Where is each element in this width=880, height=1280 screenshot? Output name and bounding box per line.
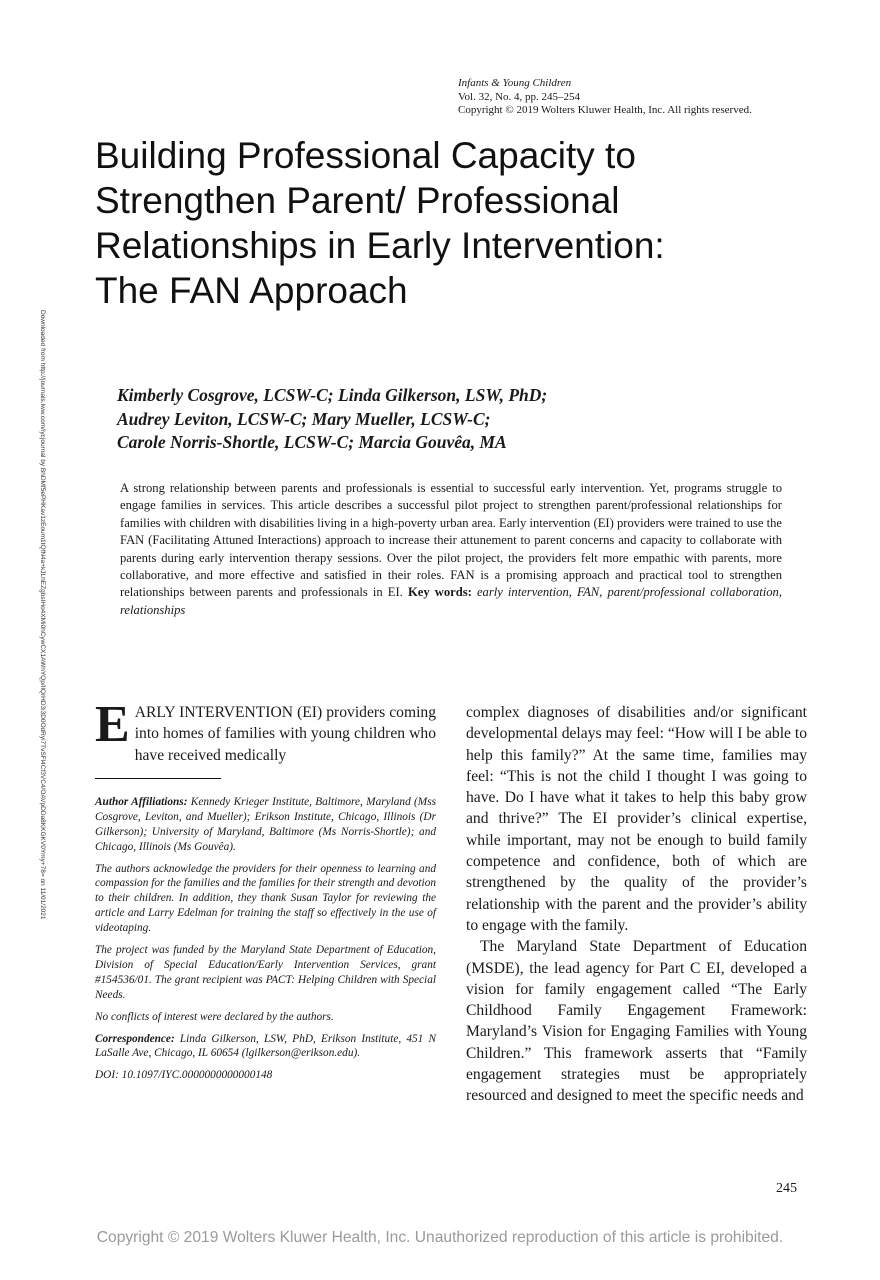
correspondence-label: Correspondence: [95,1032,175,1045]
download-watermark [35,310,47,1130]
download-note: Downloaded from http://journals.lww.com/iycjournal by BhDMf5ePHKav1zEoum1tQfN4a+kJLhEZgbsIHo4XMi0hCywCX1AWnYQp/IlQrHD3i3D0OdRyi7TvSFl4Cf3VC4/OAVpDDa8KKGKV0Ymy+78= on 11/01/2021 [39,310,46,920]
keywords-label: Key words: [407,585,472,600]
correspondence [95,1032,436,1062]
doi: DOI: 10.1097/IYC.0000000000000148 [95,1069,273,1082]
author-line: Kimberly Cosgrove, LCSW-C; Linda Gilkerson, LSW, PhD; [117,385,548,405]
copyright-footer: Copyright © 2019 Wolters Kluwer Health, Inc. Unauthorized reproduction of this article is prohibited. [96,1229,784,1246]
keywords: early intervention, FAN, parent/professional collaboration, relationships [120,585,782,617]
body-paragraph: The Maryland State Department of Education (MSDE), the lead agency for Part C EI, developed a vision for family engagement called “The Early Childhood Family Engagement Framework: Maryland’s Vision for Engaging Families with Young Children.” This framework asserts that “Family engagement strategies must be appropriately resourced and designed to meet the specific needs and [466,938,807,1105]
right-column [466,702,807,1107]
author-list [117,384,797,455]
funding-note: The project was funded by the Maryland State Department of Education, Division of Special Education/Early Intervention Services, grant #154536/01. The grant recipient was PACT: Helping Children with Special Needs. [95,944,436,1001]
journal-copyright: Copyright © 2019 Wolters Kluwer Health, Inc. All rights reserved. [458,104,752,116]
footnote-divider [95,778,221,779]
acknowledgments: The authors acknowledge the providers for their openness to learning and compassion for the families and the families for their strength and devotion to their children. In addition, they thank Susan Taylor for reviewing the article and Larry Edelman for training the staff so effectively in the use of videotaping. [95,862,436,935]
intro-text: ARLY INTERVENTION (EI) providers coming into homes of families with young children who have received medically [134,704,436,764]
journal-header [458,77,752,118]
journal-volume: Vol. 32, No. 4, pp. 245–254 [458,90,581,103]
correspondence-text: Linda Gilkerson, LSW, PhD, Erikson Institute, 451 N LaSalle Ave, Chicago, IL 60654 (lgilkerson@erikson.edu). [95,1032,436,1060]
drop-cap: E [95,696,130,753]
author-line: Audrey Leviton, LCSW-C; Mary Mueller, LCSW-C; [117,408,491,429]
affiliations-text: Kennedy Krieger Institute, Baltimore, Maryland (Mss Cosgrove, Leviton, and Mueller); Erikson Institute, Chicago, Illinois (Dr Gilkerson); University of Maryland, Baltimore (Ms Norris-Shortle); and Chicago, Illinois (Ms Gouvêa). [95,795,436,853]
author-line: Carole Norris-Shortle, LCSW-C; Marcia Gouvêa, MA [117,432,507,452]
article-title: Building Professional Capacity to Strengthen Parent/ Professional Relationships in Early Intervention: The FAN Approach [95,135,665,311]
body-paragraph: complex diagnoses of disabilities and/or significant developmental delays may feel: “How will I be able to help this family?” At the same time, families may feel: “This is not the child I thought I was going to have. Do I have what it takes to help this baby grow and thrive?” The EI provider’s clinical expertise, while important, may not be enough to build family competence and confidence, both of which are strengthened by the quality of the provider’s relationship with the parent and the provider’s ability to engage with the family. [466,704,807,934]
journal-name: Infants & Young Children [458,77,572,89]
conflicts-note: No conflicts of interest were declared by the authors. [95,1010,334,1023]
affiliations-label: Author Affiliations: [95,795,188,808]
abstract [120,480,782,619]
page-number: 245 [776,1181,797,1196]
author-affiliations [95,795,436,855]
left-column [95,696,436,1090]
intro-paragraph [95,696,436,766]
abstract-text: A strong relationship between parents and professionals is essential to successful early intervention. Yet, programs struggle to engage families in services. This article describes a successful pilot project to strengthen parent/professional relationships for families with children with disabilities living in a high-poverty urban area. Early intervention (EI) providers were trained to use the FAN (Facilitating Attuned Interactions) approach to increase their attunement to parent concerns and capacity to collaborate with parents during early intervention therapy sessions. Over the pilot project, the providers felt more empathic with parents, more collaborative, and more effective and satisfied in their roles. FAN is a promising approach and practical tool to strengthen relationships between parents and professionals in EI. [120,481,782,600]
